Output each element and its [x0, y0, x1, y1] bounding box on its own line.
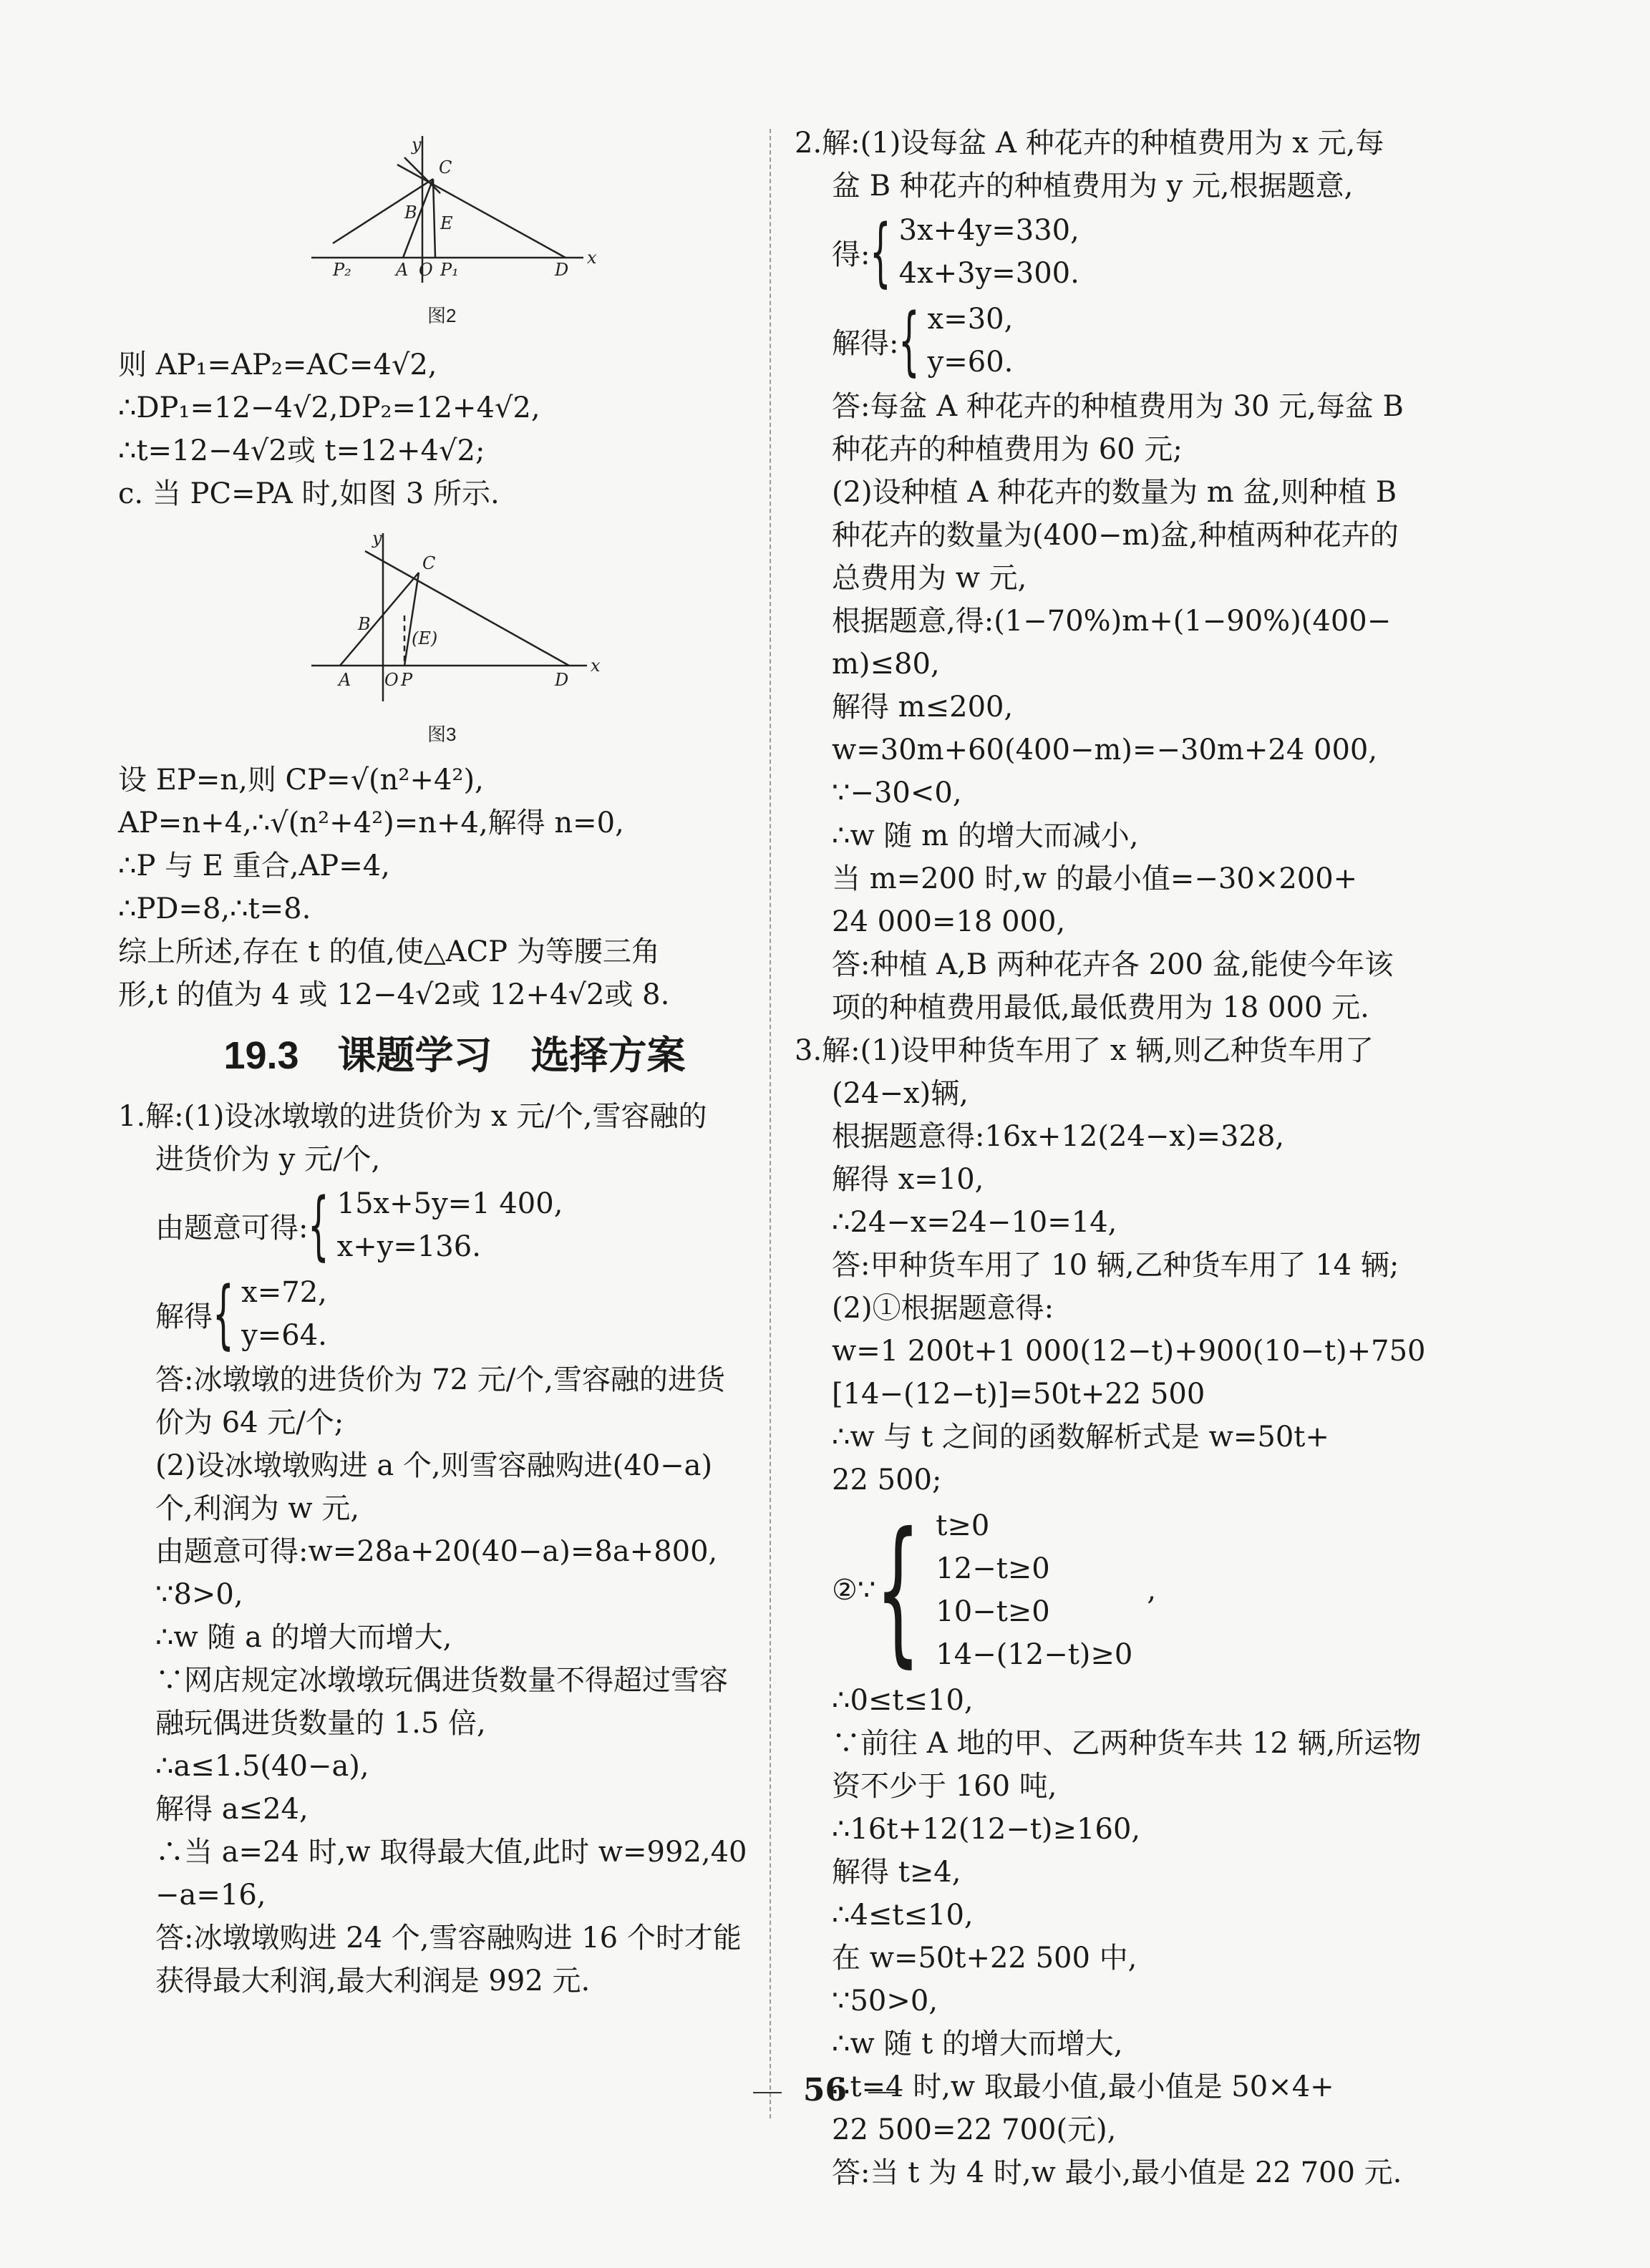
fig3-point-O: O [384, 670, 399, 690]
fig2-point-P2: P₂ [333, 260, 351, 280]
text-line: 答:甲种货车用了 10 辆,乙种货车用了 14 辆; [832, 1249, 1399, 1282]
text-line: 在 w=50t+22 500 中, [832, 1942, 1137, 1975]
text-line: 则 AP₁=AP₂=AC=4√2, [118, 349, 437, 381]
fig3-point-P: P [401, 670, 413, 690]
footer-dash [753, 2092, 782, 2093]
equation-system [795, 208, 1467, 296]
system-prefix: ②∵ [832, 1574, 876, 1607]
equation: 3x+4y=330, [898, 214, 1079, 247]
fig2-point-B: B [404, 203, 417, 223]
text-line: 答:当 t 为 4 时,w 最小,最小值是 22 700 元. [832, 2156, 1402, 2189]
system-prefix: 解得: [832, 326, 899, 360]
brace-icon: { [875, 1499, 921, 1682]
fig2-caption: 图2 [427, 305, 457, 326]
text-line: 答:每盆 A 种花卉的种植费用为 30 元,每盆 B [832, 390, 1404, 423]
fig2-point-C: C [439, 157, 452, 177]
inequality: 12−t≥0 [936, 1552, 1050, 1585]
text-line: ∴a≤1.5(40−a), [155, 1750, 369, 1783]
text-line: ∴P 与 E 重合,AP=4, [118, 850, 390, 882]
fig2-point-A: A [396, 260, 409, 280]
text-line: ∵−30<0, [832, 777, 962, 809]
fig2-x-label: x [587, 248, 597, 268]
page-number: 56 [802, 2072, 848, 2108]
text-line: AP=n+4,∴√(n²+4²)=n+4,解得 n=0, [118, 807, 624, 839]
fig3-point-C: C [422, 553, 436, 573]
system-prefix: 解得 [155, 1300, 213, 1333]
text-line: 个,利润为 w 元, [155, 1492, 360, 1525]
text-line: ∴4≤t≤10, [832, 1899, 974, 1932]
inequality: 10−t≥0 [936, 1595, 1050, 1628]
brace-icon: { [213, 1270, 234, 1358]
text-line: 解得 a≤24, [155, 1793, 309, 1826]
fig3-point-E: (E) [412, 628, 438, 648]
text-line: 解得 t≥4, [832, 1856, 961, 1889]
fig3-point-B: B [358, 614, 371, 634]
equation-system [118, 1270, 791, 1358]
text-line: ∴t=4 时,w 取最小值,最小值是 50×4+ [832, 2070, 1334, 2103]
fig3-point-D: D [555, 670, 569, 690]
text-line: w=30m+60(400−m)=−30m+24 000, [832, 734, 1378, 766]
text-line: 2.解:(1)设每盆 A 种花卉的种植费用为 x 元,每 [795, 127, 1384, 160]
text-line: w=1 200t+1 000(12−t)+900(10−t)+750 [832, 1335, 1426, 1368]
fig3-point-A: A [339, 670, 351, 690]
text-line: 融玩偶进货数量的 1.5 倍, [155, 1707, 486, 1740]
inequality: t≥0 [936, 1509, 990, 1542]
text-line: (2)设冰墩墩购进 a 个,则雪容融购进(40−a) [155, 1449, 713, 1482]
text-line: m)≤80, [832, 648, 940, 681]
fig3-y-label: y [372, 528, 382, 548]
text-line: ∵网店规定冰墩墩玩偶进货数量不得超过雪容 [155, 1664, 728, 1697]
text-line: 项的种植费用最低,最低费用为 18 000 元. [832, 991, 1369, 1024]
equation-system [118, 1181, 791, 1270]
system-prefix: 由题意可得: [155, 1211, 309, 1245]
text-line: (2)设种植 A 种花卉的数量为 m 盆,则种植 B [832, 476, 1397, 509]
text-line: ∴w 随 a 的增大而增大, [155, 1621, 452, 1654]
text-line: ∴24−x=24−10=14, [832, 1206, 1117, 1239]
figure-3 [304, 522, 605, 759]
text-line: 根据题意,得:(1−70%)m+(1−90%)(400− [832, 605, 1392, 638]
text-line: ∴DP₁=12−4√2,DP₂=12+4√2, [118, 391, 540, 424]
text-line: (24−x)辆, [832, 1077, 969, 1110]
footer-dash [868, 2092, 897, 2093]
equation: x=72, [241, 1276, 327, 1309]
text-line: ∴PD=8,∴t=8. [118, 892, 311, 925]
text-line: c. 当 PC=PA 时,如图 3 所示. [118, 477, 500, 510]
text-line: 盆 B 种花卉的种植费用为 y 元,根据题意, [832, 170, 1354, 203]
equation: x=30, [927, 303, 1014, 336]
text-line: 24 000=18 000, [832, 905, 1066, 938]
system-prefix: 得: [832, 238, 870, 271]
fig3-x-label: x [591, 656, 601, 676]
left-column [118, 122, 791, 2002]
right-column [795, 122, 1467, 2194]
fig2-point-O: O [419, 260, 433, 280]
system-suffix: , [1147, 1574, 1157, 1607]
page-footer [0, 2072, 1650, 2108]
text-line: ∵前往 A 地的甲、乙两种货车共 12 辆,所运物 [832, 1727, 1422, 1760]
text-line: 形,t 的值为 4 或 12−4√2或 12+4√2或 8. [118, 978, 670, 1011]
text-line: 种花卉的数量为(400−m)盆,种植两种花卉的 [832, 519, 1399, 552]
brace-icon: { [308, 1182, 330, 1269]
text-line: (2)①根据题意得: [832, 1292, 1054, 1325]
text-line: 设 EP=n,则 CP=√(n²+4²), [118, 764, 484, 797]
text-line: 种花卉的种植费用为 60 元; [832, 433, 1183, 466]
text-line: 解得 x=10, [832, 1163, 984, 1196]
text-line: ∴w 与 t 之间的函数解析式是 w=50t+ [832, 1421, 1329, 1454]
text-line: 总费用为 w 元, [832, 562, 1027, 595]
text-line: 3.解:(1)设甲种货车用了 x 辆,则乙种货车用了 [795, 1034, 1374, 1067]
text-line: ∴16t+12(12−t)≥160, [832, 1813, 1141, 1846]
text-line: ∵50>0, [832, 1985, 938, 2018]
equation: y=60. [927, 346, 1014, 379]
text-line: 1.解:(1)设冰墩墩的进货价为 x 元/个,雪容融的 [118, 1100, 707, 1133]
text-line: 获得最大利润,最大利润是 992 元. [155, 1965, 591, 1997]
fig2-point-D: D [555, 260, 569, 280]
text-line: 资不少于 160 吨, [832, 1770, 1057, 1803]
equation: 4x+3y=300. [898, 257, 1079, 290]
text-line: [14−(12−t)]=50t+22 500 [832, 1378, 1205, 1411]
brace-icon: { [898, 297, 921, 384]
text-line: ∴w 随 m 的增大而减小, [832, 819, 1139, 852]
text-line: 价为 64 元/个; [155, 1406, 344, 1439]
fig2-y-label: y [412, 135, 422, 155]
text-line: ∴0≤t≤10, [832, 1684, 974, 1717]
text-line: 进货价为 y 元/个, [155, 1143, 381, 1176]
equation-system [795, 296, 1467, 385]
text-line: −a=16, [155, 1879, 266, 1912]
brace-icon: { [870, 208, 892, 296]
text-line: ∴t=12−4√2或 t=12+4√2; [118, 434, 485, 467]
text-line: 由题意可得:w=28a+20(40−a)=8a+800, [155, 1535, 718, 1568]
text-line: 解得 m≤200, [832, 691, 1014, 724]
equation: x+y=136. [336, 1230, 481, 1263]
text-line: 22 500; [832, 1464, 942, 1496]
text-line: ∵8>0, [155, 1578, 243, 1611]
figure-2 [304, 129, 605, 344]
equation: y=64. [241, 1319, 327, 1352]
text-line: 当 m=200 时,w 的最小值=−30×200+ [832, 862, 1358, 895]
inequality: 14−(12−t)≥0 [936, 1638, 1133, 1671]
text-line: 答:冰墩墩的进货价为 72 元/个,雪容融的进货 [155, 1363, 725, 1396]
text-line: 根据题意得:16x+12(24−x)=328, [832, 1120, 1285, 1153]
text-line: 答:冰墩墩购进 24 个,雪容融购进 16 个时才能 [155, 1922, 742, 1955]
section-heading: 19.3 课题学习 选择方案 [223, 1034, 686, 1077]
text-line: ∴w 随 t 的增大而增大, [832, 2028, 1123, 2060]
text-line: 综上所述,存在 t 的值,使△ACP 为等腰三角 [118, 935, 660, 968]
fig2-point-E: E [440, 213, 453, 233]
equation: 15x+5y=1 400, [336, 1187, 563, 1220]
inequality-system [795, 1499, 1467, 1682]
fig2-point-P1: P₁ [440, 260, 459, 280]
text-line: 答:种植 A,B 两种花卉各 200 盆,能使今年该 [832, 948, 1394, 981]
text-line: 22 500=22 700(元), [832, 2113, 1117, 2146]
fig3-caption: 图3 [427, 724, 457, 745]
text-line: ∴当 a=24 时,w 取得最大值,此时 w=992,40 [155, 1836, 747, 1869]
